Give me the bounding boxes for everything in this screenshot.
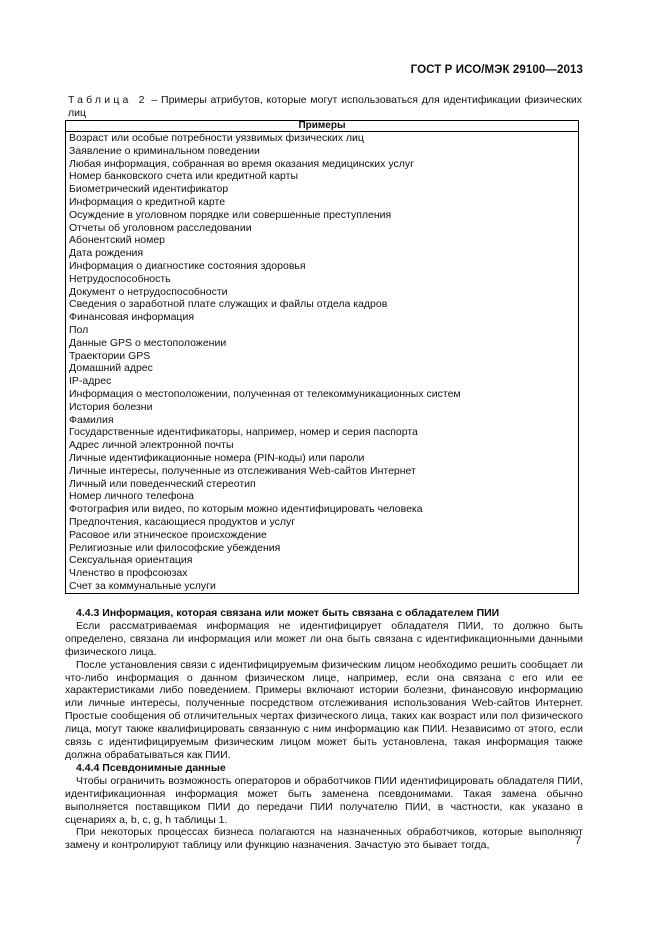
table-cell: Данные GPS о местоположении: [66, 337, 579, 350]
table-cell: IP-адрес: [66, 375, 579, 388]
table-row: [66, 311, 579, 324]
table-cell: Траектории GPS: [66, 350, 579, 363]
table-row: [66, 490, 579, 503]
table-row: [66, 414, 579, 427]
table-cell: Предпочтения, касающиеся продуктов и услуг: [66, 516, 579, 529]
table-row: [66, 170, 579, 183]
table-row: [66, 375, 579, 388]
table-cell: Фотография или видео, по которым можно идентифицировать человека: [66, 503, 579, 516]
table-row: [66, 222, 579, 235]
table-row: [66, 465, 579, 478]
table-row: [66, 362, 579, 375]
table-cell: Адрес личной электронной почты: [66, 439, 579, 452]
table-cell: Информация о местоположении, полученная от телекоммуникационных систем: [66, 388, 579, 401]
table-cell: Документ о нетрудоспособности: [66, 286, 579, 299]
table-cell: Домашний адрес: [66, 362, 579, 375]
table-row: [66, 567, 579, 580]
table-row: [66, 516, 579, 529]
table-cell: Осуждение в уголовном порядке или совершенные преступления: [66, 209, 579, 222]
table-cell: История болезни: [66, 401, 579, 414]
table-cell: Расовое или этническое происхождение: [66, 529, 579, 542]
table-cell: Счет за коммунальные услуги: [66, 580, 579, 593]
attributes-table-body: [66, 132, 579, 594]
table-cell: Пол: [66, 324, 579, 337]
table-cell: Абонентский номер: [66, 234, 579, 247]
table-cell: Отчеты об уголовном расследовании: [66, 222, 579, 235]
table-row: [66, 542, 579, 555]
table-row: [66, 273, 579, 286]
table-cell: Личный или поведенческий стереотип: [66, 478, 579, 491]
table-cell: Биометрический идентификатор: [66, 183, 579, 196]
table-cell: Возраст или особые потребности уязвимых физических лиц: [66, 132, 579, 145]
table-cell: Информация о кредитной карте: [66, 196, 579, 209]
table-caption-text: – Примеры атрибутов, которые могут использоваться для идентификации физических лиц: [68, 94, 582, 119]
table-row: [66, 503, 579, 516]
table-column-header: Примеры: [66, 121, 579, 132]
table-cell: Государственные идентификаторы, например, номер и серия паспорта: [66, 426, 579, 439]
table-row: [66, 388, 579, 401]
table-cell: Фамилия: [66, 414, 579, 427]
table-row: [66, 247, 579, 260]
document-body: [65, 607, 583, 852]
table-cell: Членство в профсоюзах: [66, 567, 579, 580]
section-4-4-4-title: 4.4.4 Псевдонимные данные: [76, 761, 226, 774]
section-4-4-3-title: 4.4.3 Информация, которая связана или может быть связана с обладателем ПИИ: [76, 607, 500, 619]
table-cell: Личные идентификационные номера (PIN-коды) или пароли: [66, 452, 579, 465]
table-row: [66, 350, 579, 363]
section-4-4-3-paragraph-1: Если рассматриваемая информация не идентифицирует обладателя ПИИ, то должно быть определено, связана ли информация или может ли она быть связана с идентификационными данными физического лица.: [65, 619, 583, 658]
table-row: [66, 426, 579, 439]
table-row: [66, 260, 579, 273]
table-cell: Номер банковского счета или кредитной карты: [66, 170, 579, 183]
table-cell: Любая информация, собранная во время оказания медицинских услуг: [66, 158, 579, 171]
table-row: [66, 478, 579, 491]
table-cell: Информация о диагностике состояния здоровья: [66, 260, 579, 273]
table-row: [66, 298, 579, 311]
attributes-table: [65, 120, 579, 594]
table-cell: Номер личного телефона: [66, 490, 579, 503]
table-cell: Заявление о криминальном поведении: [66, 145, 579, 158]
table-row: [66, 452, 579, 465]
table-row: [66, 337, 579, 350]
table-row: [66, 401, 579, 414]
table-row: [66, 529, 579, 542]
table-caption: [68, 94, 582, 120]
table-row: [66, 196, 579, 209]
table-row: [66, 439, 579, 452]
table-cell: Дата рождения: [66, 247, 579, 260]
table-cell: Сексуальная ориентация: [66, 554, 579, 567]
table-cell: Религиозные или философские убеждения: [66, 542, 579, 555]
section-4-4-4-paragraph-2: При некоторых процессах бизнеса полагаются на назначенных обработчиков, которые выполняют замену и контролируют таблицу или функцию назначения. Зачастую это бывает тогда,: [65, 826, 583, 852]
table-row: [66, 145, 579, 158]
table-row: [66, 554, 579, 567]
table-cell: Сведения о заработной плате служащих и файлы отдела кадров: [66, 298, 579, 311]
document-code: ГОСТ Р ИСО/МЭК 29100—2013: [410, 64, 583, 76]
page-number: 7: [574, 835, 581, 847]
table-row: [66, 158, 579, 171]
section-4-4-4-paragraph-1: Чтобы ограничить возможность операторов и обработчиков ПИИ идентифицировать обладателя ПИИ, идентификационная информация может быть заменена псевдонимами. Такая замена обычно выполняется поставщиком ПИИ до передачи ПИИ получателю ПИИ, в частности, как указано в сценариях a, b, c, g, h таблицы 1.: [65, 774, 583, 826]
table-row: [66, 132, 579, 145]
table-row: [66, 324, 579, 337]
table-row: [66, 286, 579, 299]
table-cell: Личные интересы, полученные из отслеживания Web-сайтов Интернет: [66, 465, 579, 478]
table-label: Таблица 2: [68, 94, 148, 106]
section-4-4-3-paragraph-2: После установления связи с идентифицируемым физическим лицом необходимо решить сообщает ли что-либо информация о данном физическом лице, например, если она связана с его или ее характеристиками либо поведением. Примеры включают истории болезни, финансовую информацию или личные интересы, полученные посредством отслеживания использования Web-сайтов Интернет. Простые сообщения об отличительных чертах физического лица, таких как возраст или пол физического лица, могут также квалифицировать связанную с ним информацию как ПИИ. Независимо от этого, если связь с идентифицируемым физическим лицом может быть установлена, такая информация также должна обрабатываться как ПИИ.: [65, 658, 583, 761]
table-row: [66, 580, 579, 593]
table-row: [66, 234, 579, 247]
table-row: [66, 209, 579, 222]
table-row: [66, 183, 579, 196]
table-cell: Нетрудоспособность: [66, 273, 579, 286]
table-cell: Финансовая информация: [66, 311, 579, 324]
